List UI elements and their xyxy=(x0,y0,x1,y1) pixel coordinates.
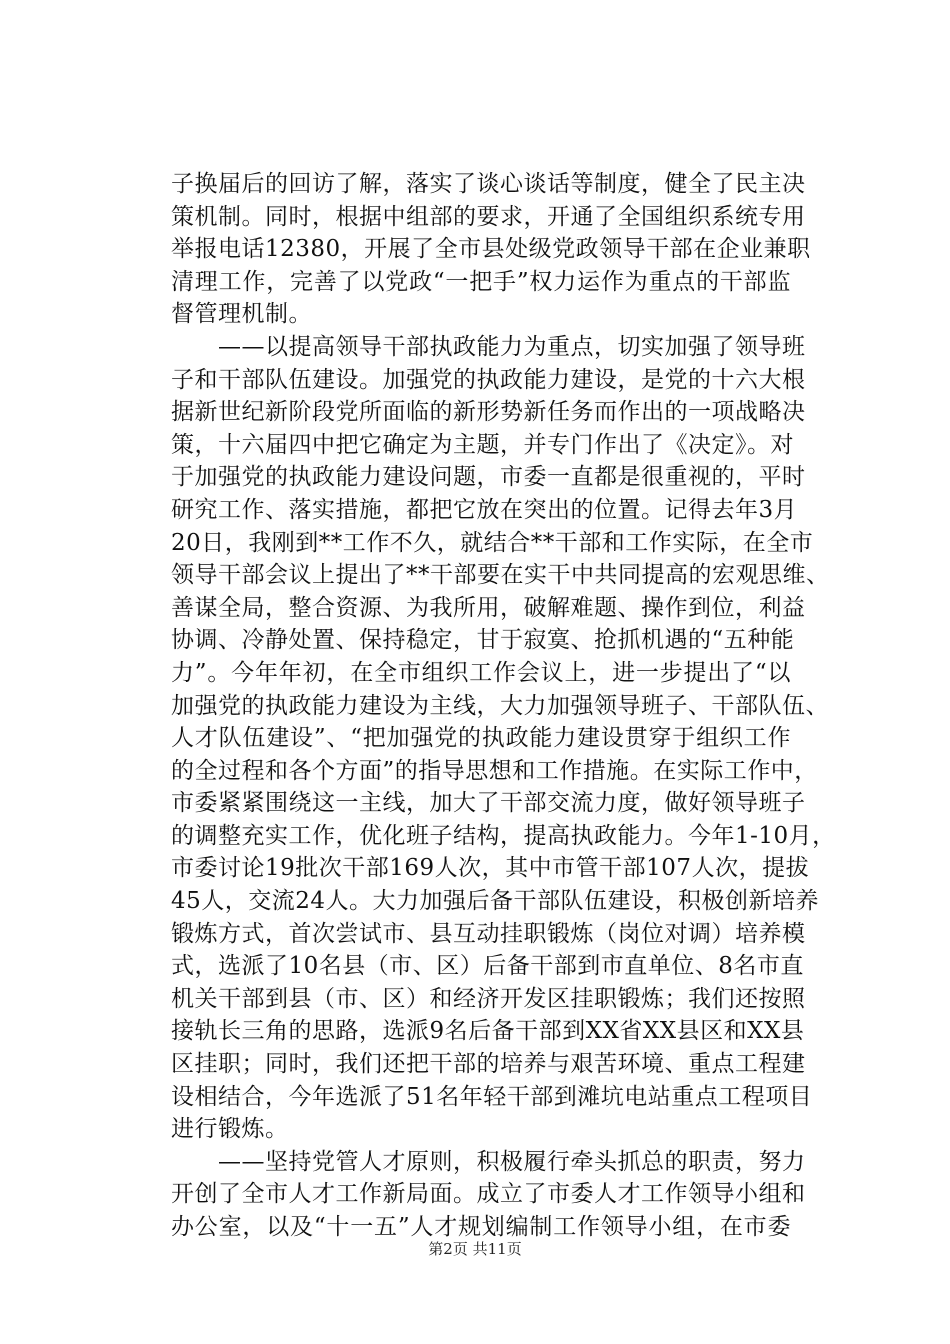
text-line: 人才队伍建设”、“把加强党的执政能力建设贯穿于组织工作 xyxy=(171,725,791,752)
text-line: 督管理机制。 xyxy=(171,301,312,328)
text-line: 锻炼方式，首次尝试市、县互动挂职锻炼（岗位对调）培养模 xyxy=(171,920,806,947)
text-line: 子换届后的回访了解，落实了谈心谈话等制度，健全了民主决 xyxy=(171,171,806,197)
text-line: 举报电话12380，开展了全市县处级党政领导干部在企业兼职 xyxy=(171,236,811,263)
text-line: 策机制。同时，根据中组部的要求，开通了全国组织系统专用 xyxy=(171,203,806,230)
text-line: 于加强党的执政能力建设问题，市委一直都是很重视的，平时 xyxy=(171,464,806,491)
text-line: ——坚持党管人才原则，积极履行牵头抓总的职责，努力 xyxy=(171,1148,806,1175)
text-line: 进行锻炼。 xyxy=(171,1116,289,1143)
page-footer: 第2页 共11页 xyxy=(428,1240,522,1258)
text-line: ——以提高领导干部执政能力为重点，切实加强了领导班 xyxy=(171,333,806,360)
text-line: 式，选派了10名县（市、区）后备干部到市直单位、8名市直 xyxy=(171,953,804,980)
text-line: 策，十六届四中把它确定为主题，并专门作出了《决定》。对 xyxy=(171,431,794,458)
text-line: 开创了全市人才工作新局面。成立了市委人才工作领导小组和 xyxy=(171,1181,806,1208)
text-line: 清理工作，完善了以党政“一把手”权力运作为重点的干部监 xyxy=(171,268,791,295)
text-line: 的全过程和各个方面”的指导思想和工作措施。在实际工作中， xyxy=(171,757,818,784)
text-line: 加强党的执政能力建设为主线，大力加强领导班子、干部队伍、 xyxy=(171,692,829,719)
text-line: 领导干部会议上提出了**干部要在实干中共同提高的宏观思维、 xyxy=(171,562,830,589)
text-line: 20日，我刚到**工作不久，就结合**干部和工作实际，在全市 xyxy=(171,529,814,556)
text-line: 协调、冷静处置、保持稳定，甘于寂寞、抢抓机遇的“五种能 xyxy=(171,627,795,654)
text-line: 设相结合，今年选派了51名年轻干部到滩坑电站重点工程项目 xyxy=(171,1083,813,1110)
text-line: 办公室，以及“十一五”人才规划编制工作领导小组，在市委 xyxy=(171,1214,791,1240)
text-line: 区挂职；同时，我们还把干部的培养与艰苦环境、重点工程建 xyxy=(171,1051,806,1078)
text-line: 善谋全局，整合资源、为我所用，破解难题、操作到位，利益 xyxy=(171,594,806,621)
text-line: 45人，交流24人。大力加强后备干部队伍建设，积极创新培养 xyxy=(171,888,820,915)
text-line: 据新世纪新阶段党所面临的新形势新任务而作出的一项战略决 xyxy=(171,399,806,426)
text-line: 的调整充实工作，优化班子结构，提高执政能力。今年1-10月， xyxy=(171,822,836,849)
body-text xyxy=(171,168,836,1244)
text-line: 研究工作、落实措施，都把它放在突出的位置。记得去年3月 xyxy=(171,496,798,523)
text-line: 市委讨论19批次干部169人次，其中市管干部107人次，提拔 xyxy=(171,855,810,882)
text-line: 机关干部到县（市、区）和经济开发区挂职锻炼；我们还按照 xyxy=(171,985,806,1012)
text-line: 力”。今年年初，在全市组织工作会议上，进一步提出了“以 xyxy=(171,659,791,686)
text-line: 接轨长三角的思路，选派9名后备干部到XX省XX县区和XX县 xyxy=(171,1018,805,1045)
text-line: 市委紧紧围绕这一主线，加大了干部交流力度，做好领导班子 xyxy=(171,790,806,817)
text-line: 子和干部队伍建设。加强党的执政能力建设，是党的十六大根 xyxy=(171,366,806,393)
